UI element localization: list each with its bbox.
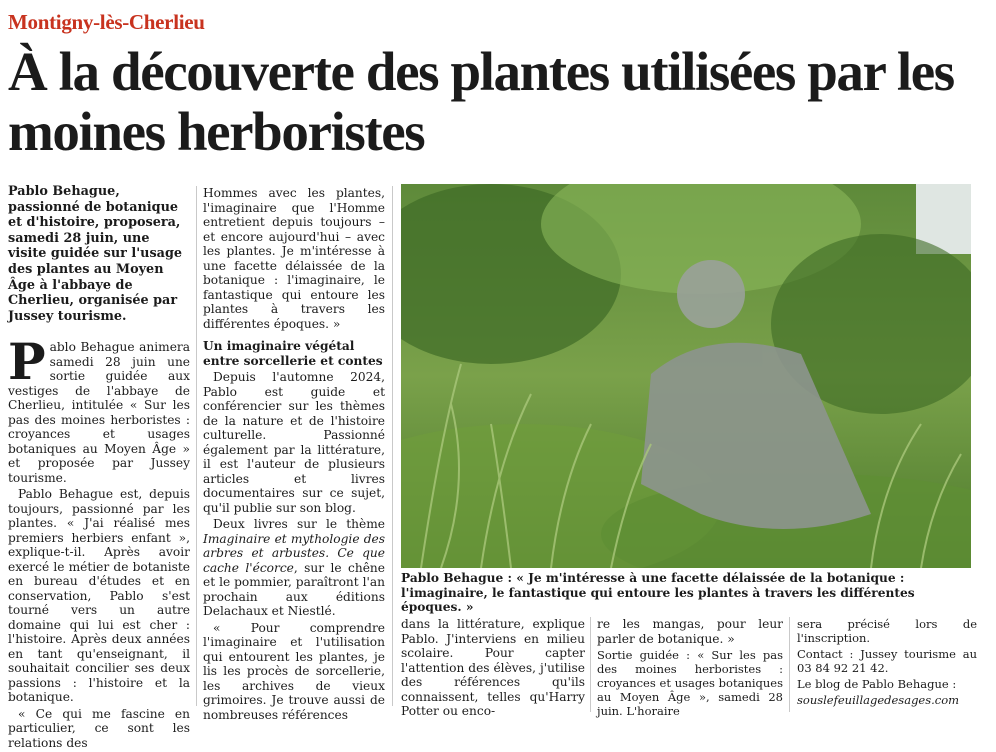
- body-text: , sur le chêne et le pommier, paraîtront l'an prochain aux éditions Delachaux et Niestlé.: [203, 560, 385, 618]
- kicker: Montigny-lès-Cherlieu: [8, 10, 205, 34]
- article-column-5: [797, 617, 977, 709]
- photo-placeholder-icon: [401, 184, 971, 568]
- drop-cap: P: [8, 332, 46, 391]
- column-divider: [590, 617, 591, 712]
- article-photo: [401, 184, 971, 568]
- blog-link[interactable]: [797, 693, 977, 707]
- info-box-text: Sortie guidée : « Sur les pas des moines herboristes : croyances et usages botaniques au Moyen Âge », samedi 28 juin. L'horaire: [597, 648, 783, 718]
- body-paragraph: ablo Behague animera samedi 28 juin une sortie guidée aux vestiges de l'abbaye de Cherlieu, intitulée « Sur les pas des moines herboristes : croyances et usages botaniques au Moyen Âge » et proposée par Jussey tourisme.: [8, 340, 190, 485]
- body-text: Deux livres sur le thème: [213, 517, 385, 531]
- headline: À la découverte des plantes utilisées par les moines herboristes: [8, 41, 954, 162]
- article-column-4: [597, 617, 783, 720]
- body-paragraph: Hommes avec les plantes, l'imaginaire que l'Homme entretient depuis toujours – et encore aujourd'hui – avec les plantes. Je m'intéresse à une facette délaissée de la botanique : l'imaginaire, le fantastique qui entoure les plantes à travers les différentes époques. »: [203, 186, 385, 331]
- column-divider: [392, 186, 393, 706]
- body-paragraph: « Ce qui me fascine en particulier, ce sont les relations des: [8, 706, 190, 750]
- column-divider: [789, 617, 790, 712]
- body-paragraph: dans la littérature, explique Pablo. J'interviens en milieu scolaire. Pour capter l'attention des élèves, j'utilise des références qu'ils connaissent, telles qu'Harry Potter ou enco-: [401, 617, 585, 718]
- body-paragraph: Pablo Behague est, depuis toujours, passionné par les plantes. « J'ai réalisé mes premiers herbiers enfant », explique-t-il. Après avoir exercé le métier de botaniste en bureau d'études et en conservation, Pablo s'est tourné vers un autre domaine qui lui est cher : l'histoire. Après deux années en tant qu'enseignant, il souhaitait concilier ses deux passions : l'histoire et la botanique.: [8, 487, 190, 704]
- article-column-1: [8, 332, 190, 752]
- blog-url[interactable]: souslefeuillagedesages.com: [797, 693, 960, 707]
- caption-text: « Je m'intéresse à une facette délaissée de la botanique : l'imaginaire, le fantastique qui entoure les plantes à travers les différentes époques. »: [401, 571, 915, 614]
- article-column-2: [203, 186, 385, 724]
- article-column-3: [401, 617, 585, 721]
- photo-caption: [401, 571, 976, 615]
- body-paragraph: [203, 517, 385, 619]
- book-title: Imaginaire et mythologie des arbres et arbustes. Ce que cache l'écorce: [203, 531, 385, 575]
- caption-name: Pablo Behague :: [401, 571, 517, 585]
- body-paragraph: « Pour comprendre l'imaginaire et l'utilisation qui entourent les plantes, je lis les procès de sorcellerie, les archives de vieux grimoires. Je trouve aussi de nombreuses références: [203, 620, 385, 722]
- body-paragraph: re les mangas, pour leur parler de botanique. »: [597, 617, 783, 646]
- lead-paragraph: Pablo Behague, passionné de botanique et d'histoire, proposera, samedi 28 juin, une visite guidée sur l'usage des plantes au Moyen Âge à l'abbaye de Cherlieu, organisée par Jussey tourisme.: [8, 184, 183, 324]
- body-paragraph: Depuis l'automne 2024, Pablo est guide et conférencier sur les thèmes de la nature et de l'histoire culturelle. Passionné également par la littérature, il est l'auteur de plusieurs articles et livres documentaires sur ce sujet, qu'il publie sur son blog.: [203, 370, 385, 515]
- column-divider: [196, 186, 197, 706]
- info-box-text: sera précisé lors de l'inscription.: [797, 617, 977, 645]
- info-box-contact: Contact : Jussey tourisme au 03 84 92 21 42.: [797, 647, 977, 675]
- subheading: Un imaginaire végétal entre sorcellerie et contes: [203, 339, 383, 368]
- info-box-blog-label: Le blog de Pablo Behague :: [797, 677, 957, 691]
